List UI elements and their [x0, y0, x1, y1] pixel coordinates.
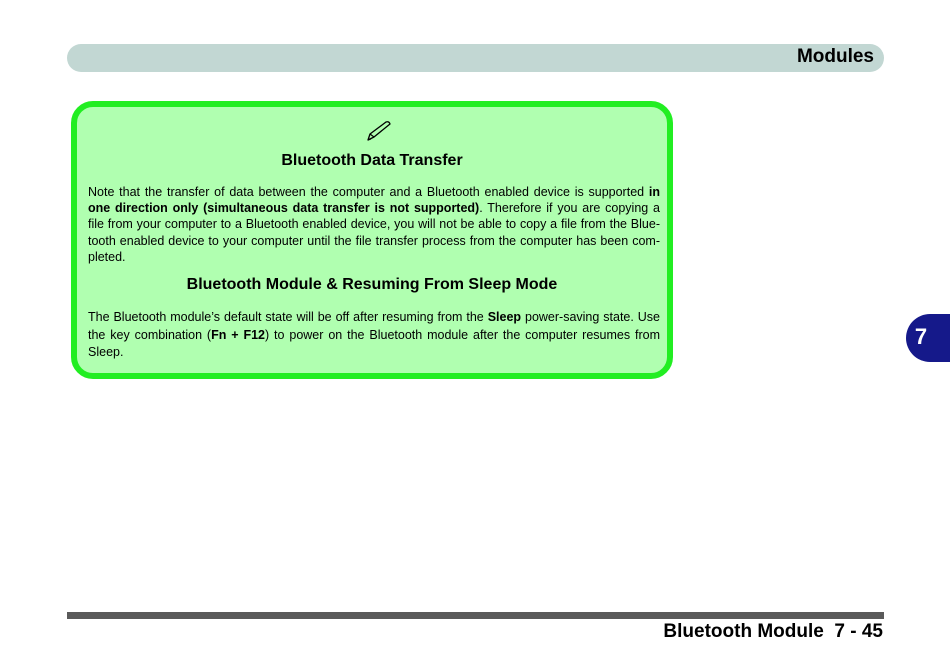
para2-bold-sleep: Sleep [487, 310, 522, 324]
para2-text-3: ) to power on the Bluetooth module after the computer resumes from Sleep. [88, 327, 661, 359]
pen-icon [365, 119, 393, 143]
note-heading-data-transfer: Bluetooth Data Transfer [281, 152, 463, 169]
para2-text-1: The Bluetooth module’s default state will be off after resuming from the [88, 310, 488, 324]
note-heading-sleep-mode: Bluetooth Module & Resuming From Sleep Mode [186, 276, 558, 293]
page-number: 7 - 45 [834, 621, 883, 642]
footer-bar [67, 612, 884, 619]
note-box [71, 101, 673, 379]
chapter-tab [906, 314, 950, 362]
para2-text-2: power-saving state. Use the key combination ( [88, 310, 660, 342]
para2-bold-keys: Fn + F12 [211, 327, 265, 342]
footer-section-title: Bluetooth Module [663, 621, 824, 642]
para1-bold-1: in one direction only (simultaneous data transfer is not supported) [88, 185, 660, 216]
page-header-title: Modules [796, 46, 874, 67]
para1-text-1: Note that the transfer of data between the computer and a Bluetooth enabled device is supported [88, 185, 649, 199]
chapter-number: 7 [914, 324, 928, 349]
note-paragraph-sleep-mode [88, 309, 660, 362]
para1-text-2: . Therefore if you are copying a file from your computer to a Bluetooth enabled device, you will not be able to copy a file from the Blue-tooth enabled device to your computer until the file transfer process from the computer has been com-pleted. [88, 201, 660, 264]
note-paragraph-data-transfer [88, 184, 660, 265]
page-footer [663, 620, 883, 644]
header-bar [67, 44, 884, 72]
